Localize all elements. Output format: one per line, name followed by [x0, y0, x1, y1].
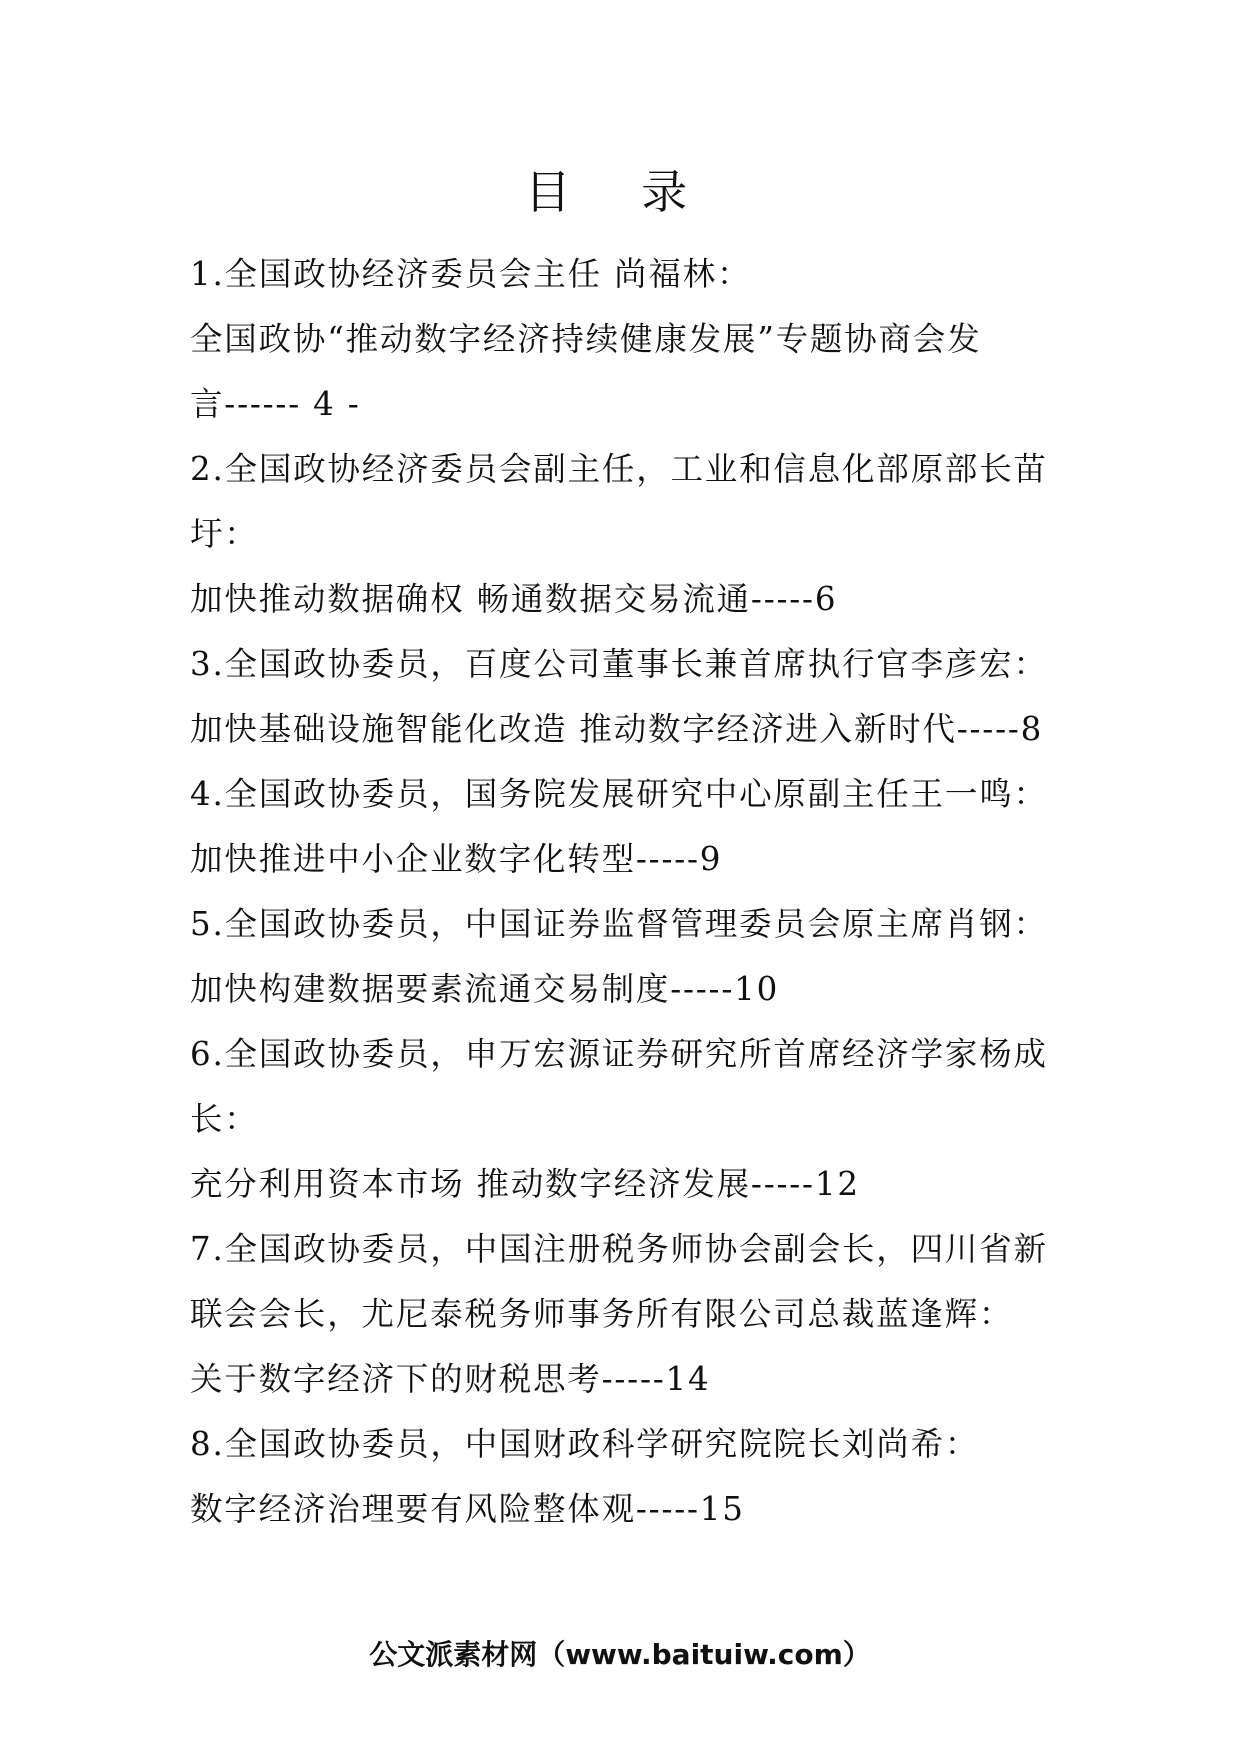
toc-line: 圩： — [190, 515, 259, 553]
toc-line: 联会会长，尤尼泰税务师事务所有限公司总裁蓝逢辉： — [190, 1295, 1014, 1333]
toc-line: 2.全国政协经济委员会副主任，工业和信息化部原部长苗 — [190, 450, 1048, 488]
toc-line: 7.全国政协委员，中国注册税务师协会副会长，四川省新 — [190, 1230, 1048, 1268]
toc-line: 数字经济治理要有风险整体观-----15 — [190, 1490, 745, 1528]
toc-line: 1.全国政协经济委员会主任 尚福林： — [190, 255, 752, 293]
toc-line: 加快基础设施智能化改造 推动数字经济进入新时代-----8 — [190, 710, 1044, 748]
toc-line: 关于数字经济下的财税思考-----14 — [190, 1360, 711, 1398]
toc-line: 8.全国政协委员，中国财政科学研究院院长刘尚希： — [190, 1425, 980, 1463]
table-of-contents — [190, 242, 1070, 1542]
toc-line: 加快推进中小企业数字化转型-----9 — [190, 840, 723, 878]
toc-line: 3.全国政协委员，百度公司董事长兼首席执行官李彦宏： — [190, 645, 1048, 683]
toc-line: 全国政协“推动数字经济持续健康发展”专题协商会发 — [190, 320, 982, 358]
toc-line: 长： — [190, 1100, 259, 1138]
toc-line: 言------ 4 - — [190, 385, 361, 423]
footer-watermark-text: 公文派素材网（www.baituiw.com） — [369, 1638, 871, 1671]
toc-line: 加快构建数据要素流通交易制度-----10 — [190, 970, 780, 1008]
toc-line: 充分利用资本市场 推动数字经济发展-----12 — [190, 1165, 860, 1203]
page-title: 目 录 — [524, 165, 716, 219]
toc-line: 5.全国政协委员，中国证券监督管理委员会原主席肖钢： — [190, 905, 1048, 943]
toc-line: 6.全国政协委员，申万宏源证券研究所首席经济学家杨成 — [190, 1035, 1048, 1073]
toc-line: 4.全国政协委员，国务院发展研究中心原副主任王一鸣： — [190, 775, 1048, 813]
toc-line: 加快推动数据确权 畅通数据交易流通-----6 — [190, 580, 838, 618]
